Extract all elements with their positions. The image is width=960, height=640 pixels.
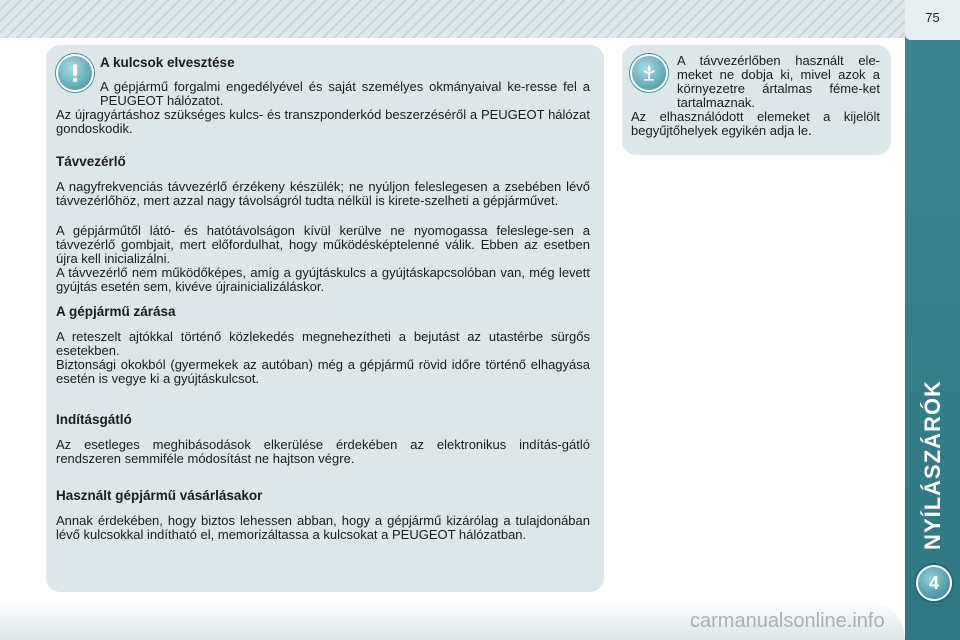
immobiliser-heading: Indításgátló <box>56 412 132 427</box>
recycle-icon <box>630 54 668 92</box>
battery-disposal-note: A távvezérlőben használt ele-meket ne dobja ki, mivel azok a környezetre ártalmas féme-ket tartalmaznak. <box>677 53 880 110</box>
immobiliser-paragraph: Az esetleges meghibásodások elkerülése érdekében az elektronikus indítás-gátló rendszeren semmiféle módosítást ne hajtson végre. <box>56 437 590 466</box>
battery-collection-note: Az elhasználódott elemeket a kijelölt begyűjtőhelyek egyikén adja le. <box>631 109 880 138</box>
used-vehicle-heading: Használt gépjármű vásárlásakor <box>56 488 263 503</box>
section-title-text: NYÍLÁSZÁRÓK <box>920 380 945 550</box>
remote-paragraph-1: A nagyfrekvenciás távvezérlő érzékeny készülék; ne nyúljon feleslegesen a zsebében lévő távvezérlőhöz, mert azzal nagy távolságról tudta nélkül is kirete-szelheti a gépjárművet. <box>56 179 590 208</box>
locking-paragraph-2: Biztonsági okokból (gyermekek az autóban) még a gépjármű rövid időre történő elhagyása esetén is vegye ki a gyújtáskulcsot. <box>56 357 590 386</box>
lost-keys-intro: A gépjármű forgalmi engedélyével és saját személyes okmányaival ke-resse fel a PEUGEOT hálózatot. <box>100 79 590 108</box>
exclamation-icon <box>56 54 94 92</box>
top-decorative-band <box>0 0 905 38</box>
remote-paragraph-2: A gépjárműtől látó- és hatótávolságon kívül kerülve ne nyomogassa feleslege-sen a távvezérlő gombjait, mert előfordulhat, hogy működésképtelenné válik. Ebben az esetben újra kell inicializálni. <box>56 223 590 266</box>
section-title <box>918 380 948 550</box>
remote-heading: Távvezérlő <box>56 154 126 169</box>
remote-paragraph-3: A távvezérlő nem működőképes, amíg a gyújtáskulcs a gyújtáskapcsolóban van, még levett gyújtás esetén sem, kivéve újrainicializáláskor. <box>56 265 590 294</box>
locking-paragraph-1: A reteszelt ajtókkal történő közlekedés megnehezítheti a bejutást az utastérbe sürgős esetekben. <box>56 329 590 358</box>
lost-keys-heading: A kulcsok elvesztése <box>100 55 235 70</box>
chapter-number-badge: 4 <box>916 565 952 601</box>
watermark: carmanualsonline.info <box>690 610 885 632</box>
page-number: 75 <box>925 10 940 25</box>
locking-heading: A gépjármű zárása <box>56 304 176 319</box>
lost-keys-body: Az újragyártáshoz szükséges kulcs- és transzponderkód beszerzéséről a PEUGEOT hálózat gondoskodik. <box>56 107 590 136</box>
used-vehicle-paragraph: Annak érdekében, hogy biztos lehessen abban, hogy a gépjármű kizárólag a tulajdonában lévő kulcsokkal indítható el, memorizáltassa a kulcsokat a PEUGEOT hálózatban. <box>56 513 590 542</box>
